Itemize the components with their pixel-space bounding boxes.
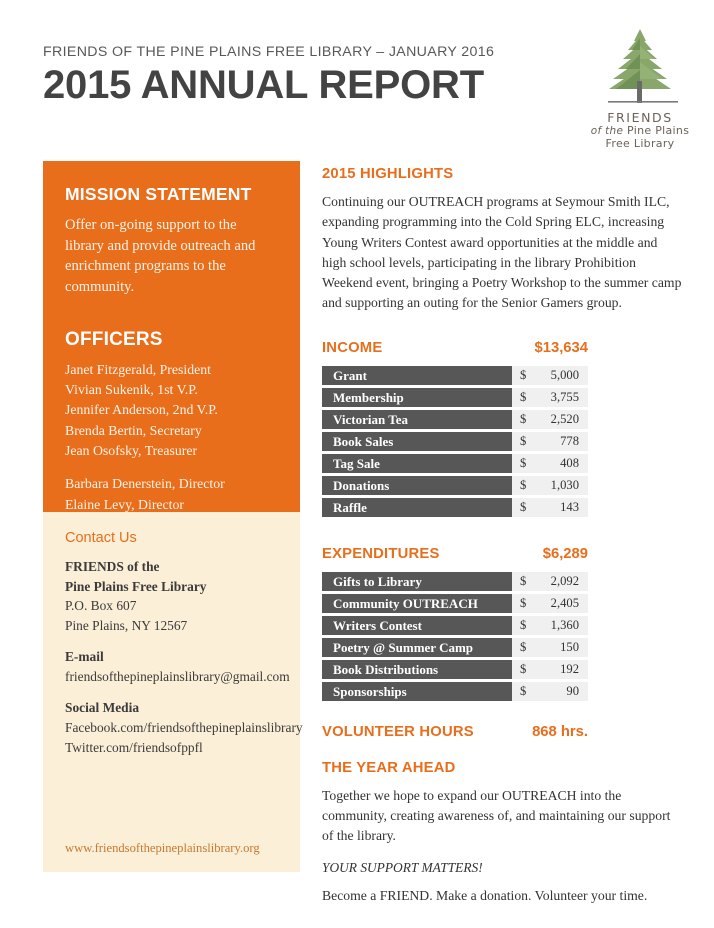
expenditures-heading: EXPENDITURES (322, 545, 440, 562)
currency-symbol: $ (520, 477, 527, 492)
main-content (322, 166, 683, 907)
list-spacer (65, 461, 278, 474)
logo-of-the: of the (590, 125, 624, 137)
year-ahead-emphasis: YOUR SUPPORT MATTERS! (322, 860, 483, 876)
volunteer-hours-row (322, 724, 588, 740)
highlights-text: Continuing our OUTREACH programs at Seymour Smith ILC, expanding programming into the Cold Spring ELC, increasing Young Writers Contest award opportunities at the middle and high school levels, participating in the library Prohibition Weekend event, bringing a Poetry Workshop to the summer camp and supporting an outing for the Senior Gamers group. (322, 194, 682, 311)
table-row (322, 410, 588, 429)
row-value (512, 410, 588, 429)
website-link[interactable]: www.friendsofthepineplainslibrary.org (65, 841, 260, 855)
row-label: Poetry @ Summer Camp (322, 638, 512, 657)
currency-symbol: $ (520, 595, 527, 610)
contact-heading: Contact Us (65, 530, 137, 546)
year-ahead-section (322, 760, 683, 907)
row-value (512, 616, 588, 635)
row-value (512, 498, 588, 517)
expenditures-table (322, 572, 588, 701)
row-label: Sponsorships (322, 682, 512, 701)
table-row (322, 366, 588, 385)
highlights-section (322, 166, 683, 314)
amount: 1,360 (550, 617, 579, 632)
currency-symbol: $ (520, 639, 527, 654)
currency-symbol: $ (520, 367, 527, 382)
header-kicker: FRIENDS OF THE PINE PLAINS FREE LIBRARY – JANUARY 2016 (43, 44, 495, 60)
table-row (322, 388, 588, 407)
row-label: Membership (322, 388, 512, 407)
amount: 143 (560, 499, 579, 514)
currency-symbol: $ (520, 411, 527, 426)
row-label: Raffle (322, 498, 512, 517)
row-label: Writers Contest (322, 616, 512, 635)
logo-wordmark (588, 111, 692, 150)
mission-text: Offer on-going support to the library and provide outreach and enrichment programs to the community. (65, 217, 256, 296)
amount: 2,092 (550, 573, 579, 588)
logo-line-friends: FRIENDS (607, 110, 673, 125)
currency-symbol: $ (520, 661, 527, 676)
contact-social-block (65, 698, 303, 757)
sidebar-orange-panel (43, 161, 300, 512)
row-value (512, 454, 588, 473)
table-row (322, 682, 588, 701)
logo-line-pine-plains (588, 125, 692, 138)
row-value (512, 594, 588, 613)
amount: 408 (560, 455, 579, 470)
table-row (322, 660, 588, 679)
row-value (512, 476, 588, 495)
volunteer-hours-value: 868 hrs. (532, 723, 588, 740)
page-title: 2015 ANNUAL REPORT (43, 63, 484, 107)
income-table (322, 366, 588, 517)
table-row (322, 616, 588, 635)
row-label: Donations (322, 476, 512, 495)
expenditures-total: $6,289 (542, 545, 588, 562)
amount: 1,030 (550, 477, 579, 492)
list-item: Jean Osofsky, Treasurer (65, 443, 198, 458)
contact-address-line1: P.O. Box 607 (65, 598, 137, 614)
currency-symbol: $ (520, 499, 527, 514)
spacer (322, 314, 683, 340)
list-item: Vivian Sukenik, 1st V.P. (65, 382, 198, 398)
expenditures-section (322, 546, 683, 701)
twitter-link[interactable]: Twitter.com/friendsofppfl (65, 739, 203, 755)
organization-logo (588, 26, 692, 162)
income-section (322, 340, 683, 517)
highlights-heading: 2015 HIGHLIGHTS (322, 166, 454, 182)
contact-email-block (65, 647, 290, 686)
row-value (512, 432, 588, 451)
amount: 5,000 (550, 367, 579, 382)
row-label: Gifts to Library (322, 572, 512, 591)
amount: 2,405 (550, 595, 579, 610)
amount: 150 (560, 639, 579, 654)
row-label: Community OUTREACH (322, 594, 512, 613)
logo-pine-plains: Pine Plains (627, 124, 690, 137)
currency-symbol: $ (520, 433, 527, 448)
email-value[interactable]: friendsofthepineplainslibrary@gmail.com (65, 668, 290, 684)
currency-symbol: $ (520, 683, 527, 698)
amount: 192 (560, 661, 579, 676)
report-header (43, 44, 573, 107)
spacer (65, 635, 278, 647)
amount: 90 (566, 683, 579, 698)
table-row (322, 572, 588, 591)
list-item: Brenda Bertin, Secretary (65, 422, 202, 438)
mission-heading: MISSION STATEMENT (65, 184, 252, 204)
table-row (322, 476, 588, 495)
list-item: Barbara Denerstein, Director (65, 476, 225, 492)
email-label: E-mail (65, 649, 104, 665)
table-row (322, 638, 588, 657)
row-value (512, 660, 588, 679)
table-row (322, 594, 588, 613)
list-item: Jennifer Anderson, 2nd V.P. (65, 402, 218, 418)
logo-line-free-library: Free Library (605, 136, 675, 150)
row-value (512, 388, 588, 407)
row-label: Victorian Tea (322, 410, 512, 429)
contact-address-line2: Pine Plains, NY 12567 (65, 617, 188, 633)
table-row (322, 498, 588, 517)
officers-list (65, 360, 278, 535)
year-ahead-text: Together we hope to expand our OUTREACH into the community, creating awareness of, and maintaining our support of the library. (322, 787, 671, 844)
row-label: Tag Sale (322, 454, 512, 473)
list-item: Elaine Levy, Director (65, 496, 185, 512)
row-value (512, 638, 588, 657)
expenditures-header-row (322, 546, 588, 562)
row-value (512, 682, 588, 701)
officers-heading: OFFICERS (65, 328, 163, 350)
volunteer-hours-heading: VOLUNTEER HOURS (322, 723, 474, 740)
amount: 778 (560, 433, 579, 448)
row-value (512, 572, 588, 591)
sidebar-contact-panel (43, 512, 303, 872)
table-row (322, 432, 588, 451)
spacer (322, 740, 683, 760)
income-total: $13,634 (534, 339, 588, 356)
row-label: Book Distributions (322, 660, 512, 679)
social-media-label: Social Media (65, 700, 140, 716)
contact-org-line1: FRIENDS of the (65, 559, 160, 574)
row-value (512, 366, 588, 385)
contact-address-block (65, 557, 278, 635)
amount: 3,755 (550, 389, 579, 404)
row-label: Book Sales (322, 432, 512, 451)
currency-symbol: $ (520, 573, 527, 588)
facebook-link[interactable]: Facebook.com/friendsofthepineplainslibrary (65, 719, 303, 735)
currency-symbol: $ (520, 617, 527, 632)
pine-tree-icon (590, 26, 690, 110)
spacer (322, 704, 683, 724)
year-ahead-heading: THE YEAR AHEAD (322, 759, 456, 776)
list-item: Janet Fitzgerald, President (65, 361, 211, 377)
row-label: Grant (322, 366, 512, 385)
currency-symbol: $ (520, 389, 527, 404)
currency-symbol: $ (520, 455, 527, 470)
income-header-row (322, 340, 588, 356)
income-heading: INCOME (322, 339, 383, 356)
contact-org-line2: Pine Plains Free Library (65, 578, 207, 594)
spacer (322, 520, 683, 546)
amount: 2,520 (550, 411, 579, 426)
table-row (322, 454, 588, 473)
spacer (65, 686, 278, 698)
year-ahead-cta: Become a FRIEND. Make a donation. Volunteer your time. (322, 888, 648, 904)
